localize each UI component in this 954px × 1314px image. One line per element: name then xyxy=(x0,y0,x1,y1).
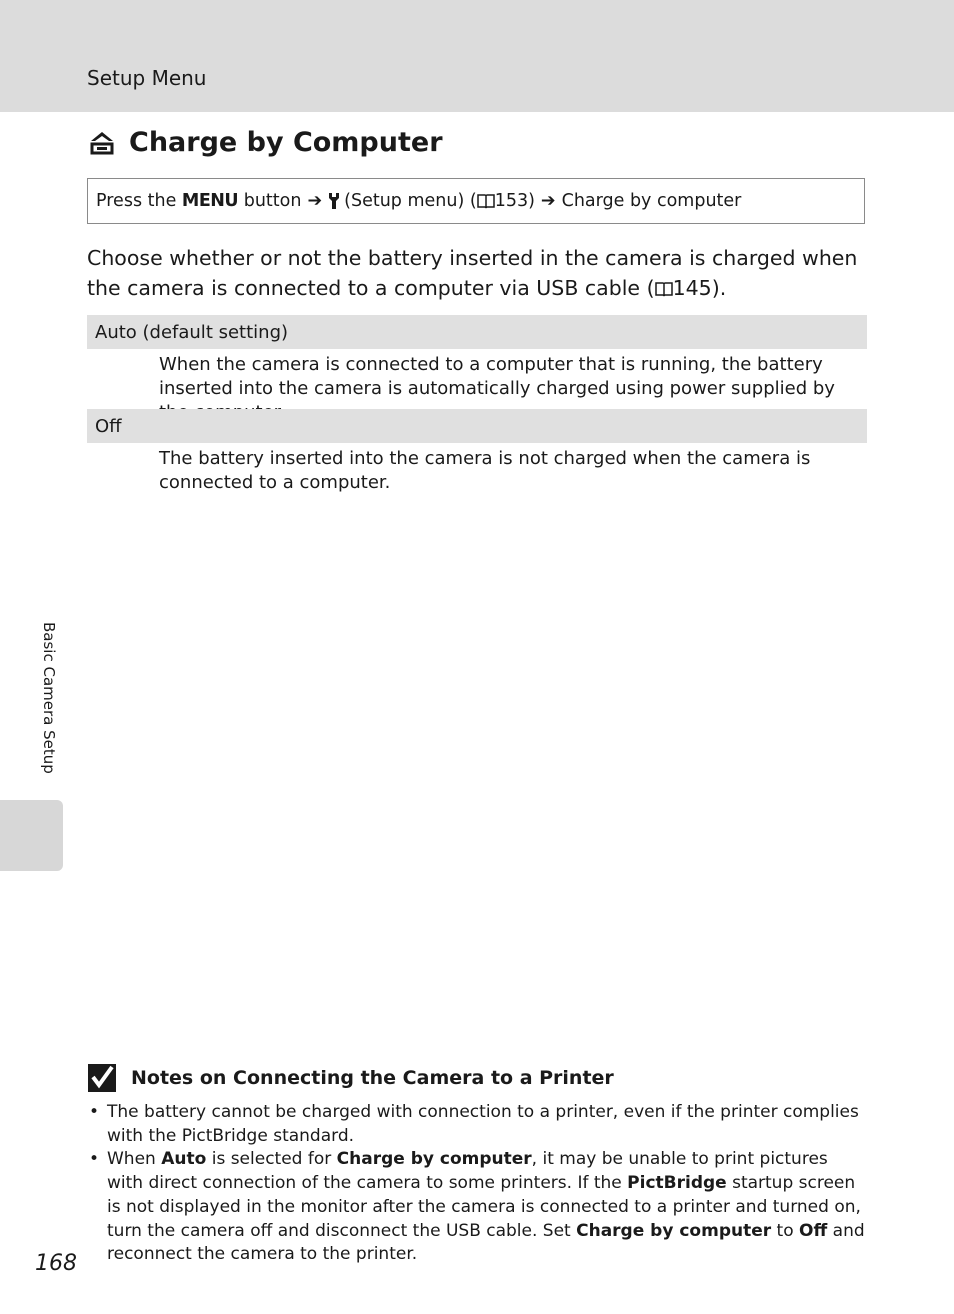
page-reference-icon-2 xyxy=(655,281,673,297)
notes-title: Notes on Connecting the Camera to a Printer xyxy=(131,1067,614,1089)
intro-text: Choose whether or not the battery inserted in the camera is charged when the camera is connected to a computer via USB cable ( xyxy=(87,246,858,300)
menu-path-box xyxy=(87,178,865,224)
notes-list xyxy=(87,1101,867,1267)
list-item xyxy=(87,1101,867,1148)
note-text-2b: is selected for xyxy=(206,1149,337,1170)
intro-page-ref: 145). xyxy=(672,276,727,300)
notes-title-row xyxy=(87,1062,614,1094)
bullet-icon: • xyxy=(89,1102,100,1122)
note-text-2f: and reconnect the camera to the printer. xyxy=(107,1220,865,1265)
option-heading-auto: Auto (default setting) xyxy=(87,315,867,349)
note-text-2e: to xyxy=(771,1220,800,1241)
bullet-icon: • xyxy=(89,1149,100,1170)
chapter-tab xyxy=(0,800,63,871)
usb-charge-icon xyxy=(87,127,117,157)
section-label: Setup Menu xyxy=(87,66,207,90)
arrow-icon-2: ➔ xyxy=(540,191,556,211)
list-item xyxy=(87,1148,867,1267)
note-text-2a: When xyxy=(107,1149,162,1170)
note-text-1: The battery cannot be charged with connection to a printer, even if the printer complies with the PictBridge standard. xyxy=(107,1102,859,1146)
option-heading-off: Off xyxy=(87,409,867,443)
page-title-row xyxy=(87,124,443,160)
checkmark-note-icon xyxy=(87,1063,117,1093)
menu-path-button-word: button xyxy=(243,191,302,211)
note-bold-charge-2: Charge by computer xyxy=(576,1220,772,1241)
page-number: 168 xyxy=(35,1251,77,1276)
note-bold-charge: Charge by computer xyxy=(336,1149,532,1170)
note-bold-pictbridge: PictBridge xyxy=(627,1173,727,1194)
wrench-icon xyxy=(328,192,340,210)
page-reference-icon xyxy=(477,193,495,209)
page-title: Charge by Computer xyxy=(129,126,443,158)
header-band xyxy=(0,0,954,112)
menu-path-setup: (Setup menu) ( xyxy=(344,191,477,211)
note-bold-off: Off xyxy=(799,1220,828,1241)
arrow-icon: ➔ xyxy=(307,191,323,211)
option-description-off: The battery inserted into the camera is not charged when the camera is connected to a computer. xyxy=(159,448,811,493)
menu-path-press: Press the xyxy=(96,191,177,211)
note-text-2d: startup screen is not displayed in the monitor after the camera is connected to a printer and turned on, turn the camera off and disconnect the USB cable. Set xyxy=(107,1173,861,1241)
menu-path-setup-page: 153) xyxy=(494,191,535,211)
note-bold-auto: Auto xyxy=(161,1149,207,1170)
menu-button-glyph: MENU xyxy=(181,191,239,211)
sidebar-chapter-label: Basic Camera Setup xyxy=(40,622,58,774)
option-description-auto: When the camera is connected to a computer that is running, the battery inserted into the camera is automatically charged using power supplied by xyxy=(159,354,835,399)
intro-paragraph xyxy=(87,243,867,303)
menu-path-target: Charge by computer xyxy=(561,191,742,211)
note-text-2c: , it may be unable to print pictures with direct connection of the camera to some printers. If the xyxy=(107,1149,828,1194)
